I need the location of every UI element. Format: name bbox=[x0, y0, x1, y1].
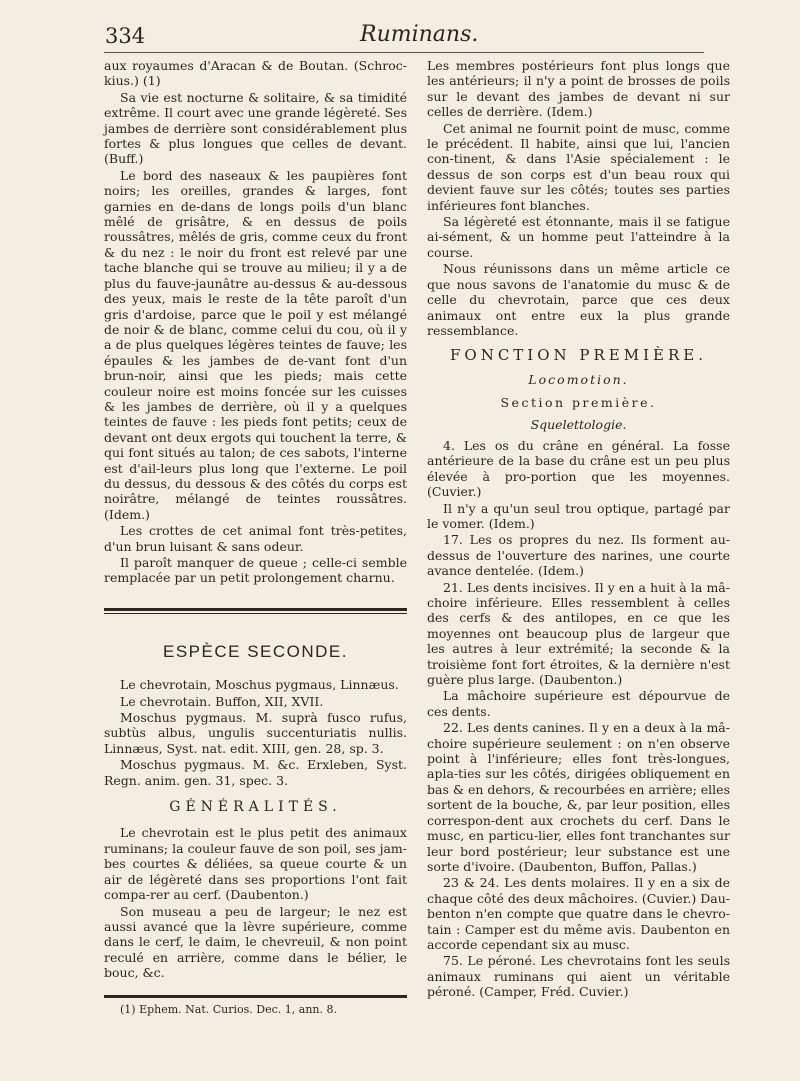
right-column bbox=[427, 58, 730, 1001]
running-head: Ruminans. bbox=[360, 22, 479, 47]
paragraph: Les crottes de cet animal font très-petites, d'un brun luisant & sans odeur. bbox=[104, 523, 407, 554]
paragraph: Nous réunissons dans un même article ce que nous savons de l'anatomie du musc & de celle du chevrotain, parce que ces deux animaux ont entre eux la plus grande ressemblance. bbox=[427, 261, 730, 338]
left-column bbox=[104, 58, 407, 1018]
paragraph: Sa vie est nocturne & solitaire, & sa timidité extrême. Il court avec une grande légèreté. Ses jambes de derrière sont considérablement plus fortes & plus longues que celles de devant. (Buff.) bbox=[104, 89, 407, 167]
footnote-rule bbox=[104, 995, 407, 998]
paragraph: La mâchoire supérieure est dépourvue de ces dents. bbox=[427, 688, 730, 719]
paragraph: Le bord des naseaux & les paupières font noirs; les oreilles, grandes & larges, font garnies en de-dans de longs poils d'un blanc mêlé de grisâtre, & en dessus de poils roussâtres, mêlés de gris, comme ceux du front & du nez : le noir du front est relevé par une tache blanche qui se trouve au milieu; il y a de plus du fauve-jaunâtre au-dessus & au-dessous des yeux, mais le reste de la tête paroît d'un gris d'ardoise, parce que le poil y est mélangé de noir & de blanc, comme celui du cou, où il y a de plus quelques légères teintes de fauve; les épaules & les jambes de de-vant font d'un brun-noir, ainsi que les pieds; mais cette couleur noire est moins foncée sur les cuisses & les jambes de derrière, où il y a quelques teintes de fauve : les pieds font petits; ceux de devant ont deux ergots qui touchent la terre, & qui font situés au talon; de ces sabots, l'interne est d'ail-leurs plus long que l'externe. Le poil du dessus, du dessous & des côtés du corps est noirâtre, mélangé de teintes roussâtres. (Idem.) bbox=[104, 167, 407, 522]
paragraph: 21. Les dents incisives. Il y en a huit à la mâ-choire inférieure. Elles ressemblent à celles des cerfs & des antilopes, en ce que les moyennes ont beaucoup plus de largeur que les autres à leur extrémité; la seconde & la troisième font fort étroites, & la dernière n'est guère plus large. (Daubenton.) bbox=[427, 579, 730, 688]
paragraph: Son museau a peu de largeur; le nez est aussi avancé que la lèvre supérieure, comme dans le cerf, le daim, le chevreuil, & non point reculé en arrière, comme dans le bélier, le bouc, &c. bbox=[104, 903, 407, 981]
header-rule bbox=[104, 52, 704, 53]
paragraph: Cet animal ne fournit point de musc, comme le précédent. Il habite, ainsi que lui, l'ancien con-tinent, & dans l'Asie spécialement : le dessus de son corps est d'un beau roux qui devient fauve sur les côtés; toutes ses parties inférieures font blanches. bbox=[427, 120, 730, 213]
sub-heading: Locomotion. bbox=[528, 371, 629, 387]
paragraph: 75. Le péroné. Les chevrotains font les seuls animaux ruminans qui aient un véritable péroné. (Camper, Fréd. Cuvier.) bbox=[427, 953, 730, 1000]
paragraph: 4. Les os du crâne en général. La fosse antérieure de la base du crâne est un peu plus élevée à pro-portion que les moyennes. (Cuvier.) bbox=[427, 437, 730, 500]
section-divider bbox=[104, 608, 407, 614]
sub-heading: Squelettologie. bbox=[530, 416, 627, 432]
page-number: 334 bbox=[105, 24, 146, 48]
paragraph: aux royaumes d'Aracan & de Boutan. (Schroc-kius.) (1) bbox=[104, 58, 407, 89]
paragraph: Le chevrotain, Moschus pygmaus, Linnæus. bbox=[120, 677, 399, 693]
paragraph: Les membres postérieurs font plus longs que les antérieurs; il n'y a point de brosses de poils sur le devant des jambes de devant ni sur celles de derrière. (Idem.) bbox=[427, 58, 730, 120]
paragraph: 23 & 24. Les dents molaires. Il y en a six de chaque côté des deux mâchoires. (Cuvier.) Dau-benton n'en compte que quatre dans le chevro-tain : Camper est du même avis. Daubenton en accorde cependant six au musc. bbox=[427, 875, 730, 952]
paragraph: 17. Les os propres du nez. Ils forment au-dessus de l'ouverture des narines, une courte avance dentelée. (Idem.) bbox=[427, 532, 730, 579]
paragraph: Sa légèreté est étonnante, mais il se fatigue ai-sément, & un homme peut l'atteindre à la course. bbox=[427, 214, 730, 260]
paragraph: Moschus pygmaus. M. suprà fusco rufus, subtùs albus, ungulis succenturiatis nullis. Linnæus, Syst. nat. edit. XIII, gen. 28, sp. 3. bbox=[104, 710, 407, 756]
sub-heading: Section première. bbox=[500, 395, 657, 411]
footnote: (1) Ephem. Nat. Curios. Dec. 1, ann. 8. bbox=[120, 1002, 337, 1016]
species-title: ESPÈCE SECONDE. bbox=[163, 641, 348, 661]
generalites-title: GÉNÉRALITÉS. bbox=[169, 799, 342, 816]
paragraph: Le chevrotain est le plus petit des animaux ruminans; la couleur fauve de son poil, ses jam-bes courtes & déliées, sa queue courte & un air de légèreté dans ses proportions l'ont fait compa-rer au cerf. (Daubenton.) bbox=[104, 825, 407, 903]
paragraph: Il paroît manquer de queue ; celle-ci semble remplacée par un petit prolongement charnu. bbox=[104, 555, 407, 586]
paragraph: Moschus pygmaus. M. &c. Erxleben, Syst. Regn. anim. gen. 31, spec. 3. bbox=[104, 757, 407, 788]
paragraph: Il n'y a qu'un seul trou optique, partagé par le vomer. (Idem.) bbox=[427, 500, 730, 531]
paragraph: Le chevrotain. Buffon, XII, XVII. bbox=[120, 693, 324, 709]
paragraph: 22. Les dents canines. Il y en a deux à la mâ-choire supérieure seulement : on n'en observe point à l'inférieure; elles font très-longues, apla-ties sur les côtés, dirigées obliquement en bas & en dehors, & recourbées en arrière; elles sortent de la bouche, &, par leur position, elles correspon-dent aux crochets du cerf. Dans le musc, en particu-lier, elles font tranchantes sur leur bord postérieur; leur substance est une sorte d'ivoire. (Daubenton, Buffon, Pallas.) bbox=[427, 720, 730, 874]
section-heading: FONCTION PREMIÈRE. bbox=[449, 346, 707, 365]
